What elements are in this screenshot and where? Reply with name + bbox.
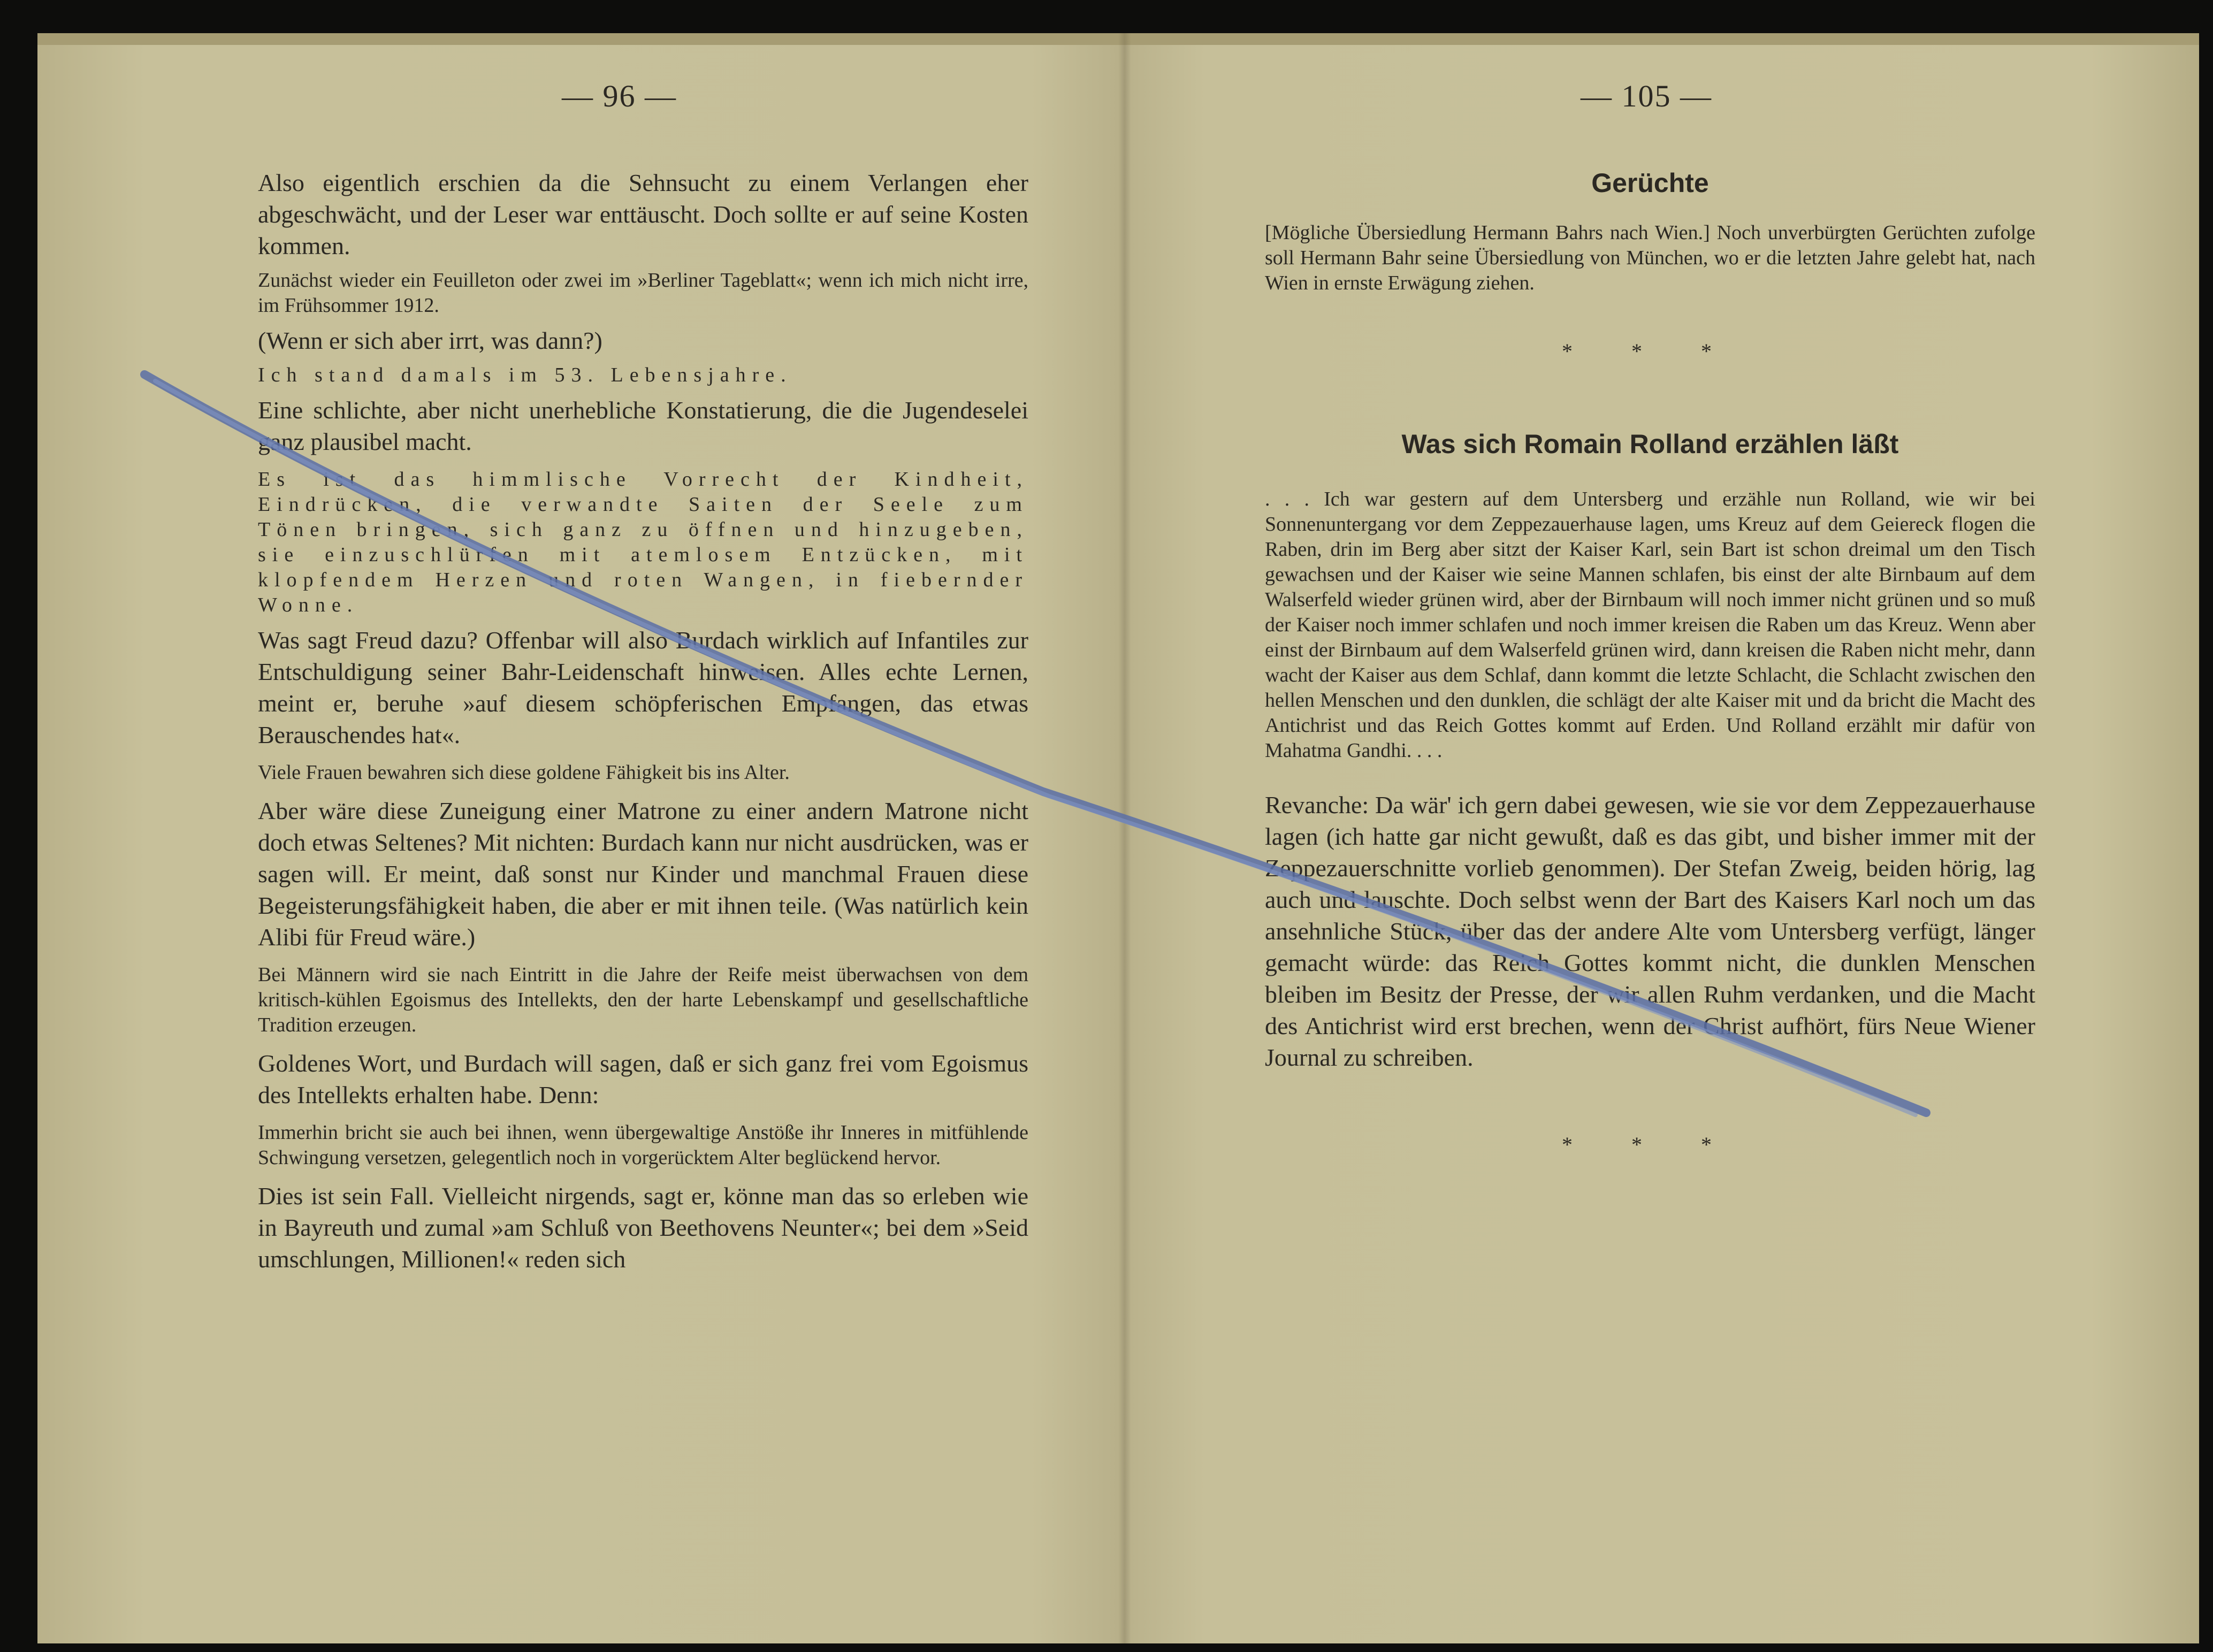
section-heading-rolland: Was sich Romain Rolland erzählen läßt bbox=[1401, 429, 1899, 459]
section-heading-geruechte: Gerüchte bbox=[1591, 168, 1709, 198]
left-paragraph: Was sagt Freud dazu? Offenbar will also Burdach wirklich auf Infantiles zur Entschuldigung seiner Bahr-Leidenschaft hinweisen. Alles echte Lernen, meint er, beruhe »auf diesem schöpferischen Empfangen, das etwas Berauschendes hat«. bbox=[258, 626, 1028, 748]
left-quote: Zunächst wieder ein Feuilleton oder zwei im »Berliner Tageblatt«; wenn ich mich nicht irre, im Frühsommer 1912. bbox=[258, 269, 1028, 317]
left-quote: Viele Frauen bewahren sich diese goldene Fähigkeit bis ins Alter. bbox=[258, 761, 790, 784]
left-quote: Bei Männern wird sie nach Eintritt in die Jahre der Reife meist überwachsen von dem kritisch-kühlen Egoismus des Intellekts, den der harte Lebenskampf und gesellschaftliche Tradition erzeugen. bbox=[258, 963, 1028, 1036]
right-page bbox=[1131, 33, 2199, 1643]
book-gutter bbox=[1118, 33, 1131, 1643]
left-paragraph: Dies ist sein Fall. Vielleicht nirgends, sagt er, könne man das so erleben wie in Bayreuth und zumal »am Schluß von Beethovens Neunter«; bei dem »Seid umschlungen, Millionen!« reden sich bbox=[258, 1182, 1028, 1273]
left-paragraph: Also eigentlich erschien da die Sehnsucht zu einem Verlangen eher abgeschwächt, und der Leser war enttäuscht. Doch sollte er auf seine Kosten kommen. bbox=[258, 169, 1028, 259]
left-paragraph: Aber wäre diese Zuneigung einer Matrone zu einer andern Matrone nicht doch etwas Seltenes? Mit nichten: Burdach kann nur nicht ausdrücken, was er sagen will. Er meint, daß sonst nur Kinder und manchmal Frauen diese Begeisterungsfähigkeit haben, die aber er mit ihnen teile. (Was natürlich kein Alibi für Freud wäre.) bbox=[258, 797, 1028, 951]
section-separator: * * * bbox=[1562, 1133, 1738, 1157]
page-number-right: — 105 — bbox=[1581, 79, 1712, 113]
rumor-notice: [Mögliche Übersiedlung Hermann Bahrs nach Wien.] Noch unverbürgten Gerüchten zufolge soll Hermann Bahr seine Übersiedlung von München, wo er die letzten Jahre gelebt hat, nach Wien in ernste Erwägung ziehen. bbox=[1265, 221, 2035, 294]
page-number-left: — 96 — bbox=[562, 79, 677, 113]
left-paragraph: Eine schlichte, aber nicht unerhebliche Konstatierung, die die Jugendeselei ganz plausibel macht. bbox=[258, 396, 1028, 455]
commentary-paragraph: Revanche: Da wär' ich gern dabei gewesen, wie sie vor dem Zeppezauerhause lagen (ich hatte gar nicht gewußt, daß es das gibt, und bisher immer mit der Zeppezauerschnitte vorlieb genommen). Der Stefan Zweig, beiden hörig, lag auch und lauschte. Doch selbst wenn der Bart des Kaisers Karl noch um das ansehnliche Stück, über das der andere Alte vom Untersberg verfügt, länger gemacht würde: das Reich Gottes kommt nicht, die dunklen Menschen bleiben im Besitz der Presse, der wir allen Ruhm verdanken, und die Macht des Antichrist wird erst brechen, wenn der Christ aufhört, fürs Neue Wiener Journal zu schreiben. bbox=[1265, 791, 2035, 1071]
left-page bbox=[37, 33, 1118, 1643]
rolland-quote: . . . Ich war gestern auf dem Untersberg und erzähle nun Rolland, wie wir bei Sonnenuntergang vor dem Zeppezauerhause lagen, ums Kreuz auf dem Geiereck flogen die Raben, drin im Berg aber sitzt der Kaiser Karl, sein Bart ist schon dreimal um den Tisch gewachsen und der Kaiser wie seine Mannen schlafen, bis einst der alte Birnbaum auf dem Walserfeld wieder grünen wird, aber der Birnbaum will noch immer nicht grünen und so muß der Kaiser noch immer schlafen und noch immer kreisen die Raben um das Kreuz. Wenn aber einst der Birnbaum auf dem Walserfeld grünen wird, dann kreisen die Raben nicht mehr, dann wacht der Kaiser aus dem Schlaf, dann kommt die letzte Schlacht, die Schlacht zwischen den hellen Menschen und den dunklen, die schlägt der alte Kaiser mit und da bricht die Macht des Antichrist und das Reich Gottes kommt auf Erden. Und Rolland erzählt mir dafür von Mahatma Gandhi. . . . bbox=[1265, 488, 2035, 762]
left-text-column bbox=[258, 167, 1028, 1275]
left-quote: Ich stand damals im 53. Lebensjahre. bbox=[258, 364, 792, 386]
section-separator: * * * bbox=[1562, 339, 1738, 363]
book-spread bbox=[37, 33, 2199, 1643]
left-quote: Immerhin bricht sie auch bei ihnen, wenn übergewaltige Anstöße ihr Inneres in mitfühlende Schwingung versetzen, gelegentlich noch in vorgerücktem Alter beglückend hervor. bbox=[258, 1121, 1028, 1169]
left-paragraph: Goldenes Wort, und Burdach will sagen, daß er sich ganz frei vom Egoismus des Intellekts erhalten habe. Denn: bbox=[258, 1050, 1028, 1108]
left-quote: Es ist das himmlische Vorrecht der Kindheit, Eindrücken, die verwandte Saiten der Seele zum Tönen bringen, sich ganz zu öffnen und hinzugeben, sie einzuschlürfen mit atemlosem Entzücken, mit klopfendem Herzen und roten Wangen, in fiebernder Wonne. bbox=[258, 468, 1028, 616]
right-text-column bbox=[1265, 167, 2035, 1157]
left-paragraph: (Wenn er sich aber irrt, was dann?) bbox=[258, 327, 602, 354]
